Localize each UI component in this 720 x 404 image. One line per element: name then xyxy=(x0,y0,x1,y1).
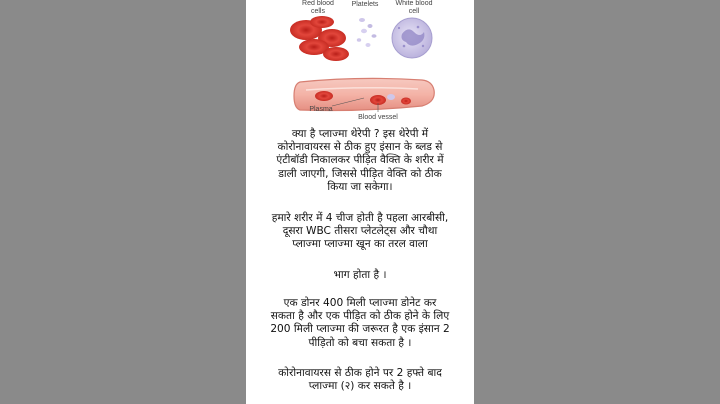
paragraph-donation-timing: कोरोनावायरस से ठीक होने पर 2 हफ्ते बाद प्लाज्मा (२) कर सकते है । xyxy=(278,367,442,393)
label-platelets: Platelets xyxy=(351,1,379,8)
label-plasma: Plasma xyxy=(309,106,333,113)
red-blood-cells xyxy=(290,16,349,61)
platelets xyxy=(357,18,377,47)
paragraph-blood-components: हमारे शरीर में 4 चीज होती है पहला आरबीसी, दूसरा WBC तीसरा प्लेटलेट्स और चौथा प्लाज्मा प्लाज्मा खून का तरल वाला xyxy=(271,212,449,251)
label-blood-vessel: Blood vessel xyxy=(358,114,398,121)
vessel-rbc xyxy=(315,91,333,101)
label-white-blood-cell: White blood cell xyxy=(395,0,433,15)
white-blood-cell xyxy=(392,18,432,58)
rbc-cell xyxy=(323,47,349,61)
paragraph-donor-quantity: एक डोनर 400 मिली प्लाज्मा डोनेट कर सकता है और एक पीड़ित को ठीक होने के लिए 200 मिली प्लाज्मा की जरूरत है एक इंसान 2 पीड़ितो को बचा सकता है । xyxy=(270,297,450,349)
paragraph-plasma-therapy-intro: क्या है प्लाज्मा थेरेपी ? इस थेरेपी में कोरोनावायरस से ठीक हुए इंसान के ब्लड से एंटीबॉडी निकालकर पीड़ित वैक्ति के शरीर में डाली जाएगी, जिससे पीड़ित वेक्ति को ठीक किया जा सकेगा। xyxy=(276,128,444,193)
label-red-blood-cells: Red blood cells xyxy=(302,0,334,15)
content-card xyxy=(246,0,474,404)
rbc-cell xyxy=(310,16,334,28)
paragraph-plasma-part: भाग होता है । xyxy=(333,269,387,281)
blood-components-illustration xyxy=(246,0,474,130)
vessel-rbc xyxy=(401,98,411,105)
